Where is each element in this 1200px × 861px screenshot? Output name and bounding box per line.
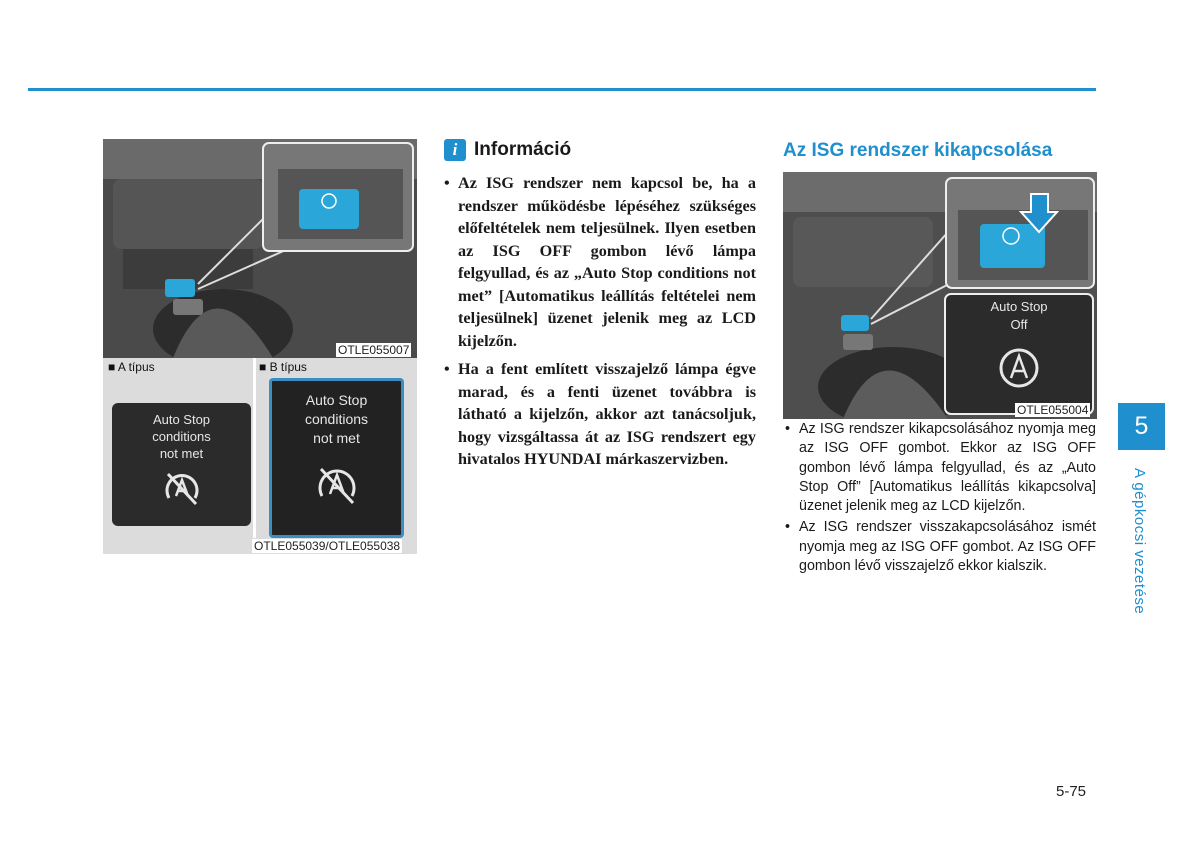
- info-list: [444, 172, 756, 477]
- isg-off-item: • Az ISG rendszer kikapcsolásához nyomja meg az ISG OFF gombot. Ekkor az ISG OFF gombon lévő lámpa felgyullad, és az „Auto Stop Off” [Automatikus leállítás kikapcsolva] üzenet jelenik meg az LCD kijelzőn.: [783, 420, 1096, 516]
- info-title: Információ: [474, 139, 572, 160]
- panels-code: OTLE055039/OTLE055038: [254, 539, 401, 553]
- isg-photo-code: OTLE055004: [1017, 403, 1089, 417]
- info-item: • Ha a fent említett visszajelző lámpa égve marad, és a fenti üzenet továbbra is látható a kijelzőn, akkor azt tanácsoljuk, hogy vizsgáltassa át az ISG rendszert egy hivatalos HYUNDAI márkaszervizben.: [444, 358, 756, 471]
- lcd-type-b: [269, 378, 404, 538]
- chapter-name: [1128, 468, 1152, 633]
- header-rule: [28, 88, 1096, 91]
- isg-off-list: [783, 420, 1096, 578]
- info-icon: i: [444, 139, 466, 161]
- info-heading: [444, 139, 571, 161]
- section-title: Az ISG rendszer kikapcsolása: [783, 140, 1053, 161]
- lcd-a-line2: conditions: [152, 429, 211, 444]
- lcd-off-line1: Auto Stop: [990, 299, 1048, 314]
- lcd-type-a: [112, 403, 251, 526]
- chapter-tab: 5: [1118, 403, 1165, 450]
- lcd-off-line2: Off: [1010, 317, 1028, 332]
- console-photo: [103, 139, 417, 358]
- photo-code: OTLE055007: [338, 343, 410, 357]
- type-a-label: ■ A típus: [108, 360, 155, 374]
- auto-stop-disabled-icon: [160, 468, 204, 508]
- page-number: 5-75: [1056, 783, 1087, 800]
- lcd-a-line3: not met: [159, 446, 204, 461]
- lcd-b-line3: not met: [313, 430, 360, 446]
- info-item: • Az ISG rendszer nem kapcsol be, ha a rendszer működésbe lépéséhez szükséges előfeltételek nem teljesülnek. Ilyen esetben az ISG OFF gombon lévő lámpa felgyullad, és az „Auto Stop conditions not met” [Automatikus leállítás feltételei nem teljesülnek] üzenet jelenik meg az LCD kijelzőn.: [444, 172, 756, 352]
- auto-stop-disabled-icon: [312, 462, 362, 508]
- lcd-b-line1: Auto Stop: [305, 392, 368, 408]
- isg-off-photo: [783, 172, 1097, 419]
- lcd-b-line2: conditions: [304, 411, 369, 427]
- chapter-name-text: A gépkocsi vezetése: [1131, 468, 1148, 615]
- isg-off-item: • Az ISG rendszer visszakapcsolásához ismét nyomja meg az ISG OFF gombot. Az ISG OFF gombon lévő visszajelző ekkor kialszik.: [783, 518, 1096, 576]
- type-b-label: ■ B típus: [259, 360, 307, 374]
- auto-stop-off-display-text: [946, 298, 1092, 334]
- panel-divider: [253, 358, 256, 538]
- lcd-a-line1: Auto Stop: [152, 412, 211, 427]
